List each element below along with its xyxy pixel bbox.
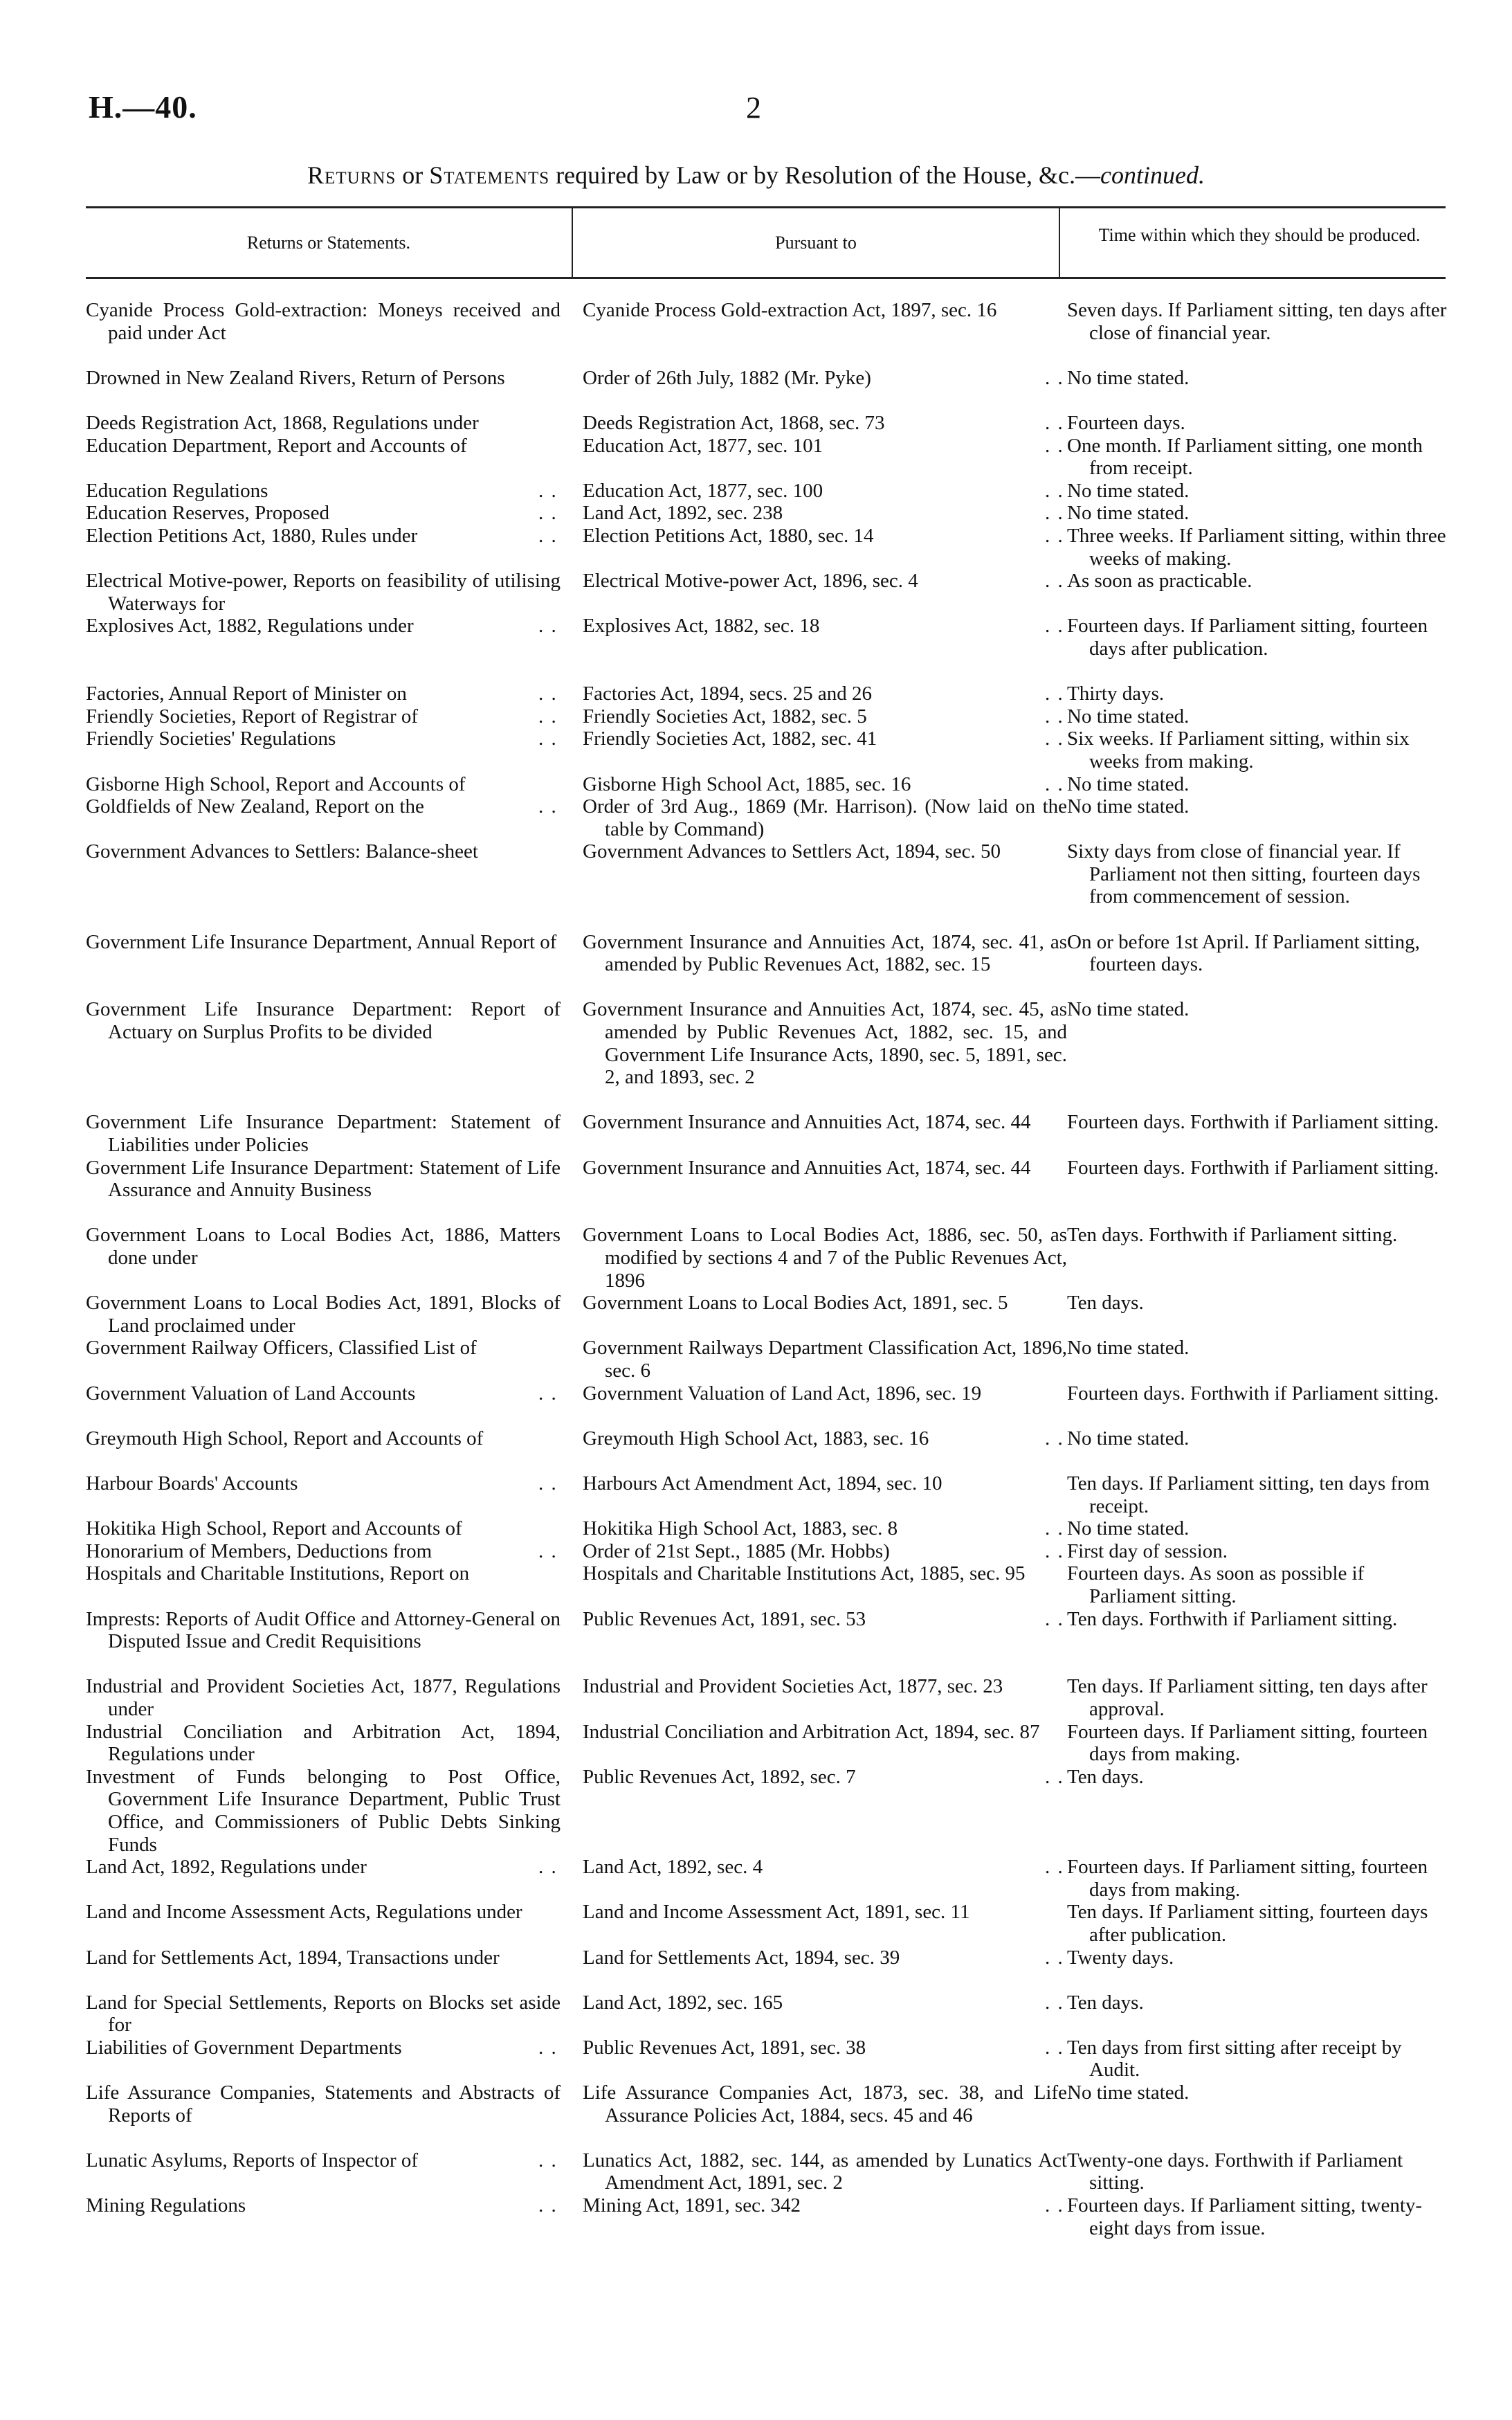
time-allowed-text: Ten days. If Parliament sitting, fourteen days after publication. (1067, 1901, 1428, 1946)
pursuant-to (583, 795, 1067, 840)
time-allowed-text: No time stated. (1067, 705, 1190, 728)
table-row (86, 1427, 1452, 1472)
pursuant-to-text: Friendly Societies Act, 1882, sec. 41 (583, 728, 877, 750)
return-name-text: Education Regulations (86, 479, 268, 502)
time-allowed (1067, 931, 1452, 976)
return-name: Lunatic Asylums, Reports of Inspector of . . (86, 2149, 558, 2171)
time-allowed (1067, 2194, 1452, 2239)
return-name: Education Reserves, Proposed . . (86, 502, 558, 525)
time-allowed (1067, 2037, 1452, 2082)
table-row (86, 705, 1452, 728)
table-row (86, 2194, 1452, 2239)
pursuant-to-text: Order of 21st Sept., 1885 (Mr. Hobbs) (583, 1539, 890, 1562)
return-name-text: Government Advances to Settlers: Balance-sheet (86, 840, 478, 863)
pursuant-to (583, 1157, 1067, 1180)
time-allowed-text: Six weeks. If Parliament sitting, within six weeks from making. (1067, 728, 1410, 773)
pursuant-to-text: Government Valuation of Land Act, 1896, sec. 19 (583, 1382, 982, 1405)
time-allowed (1067, 1540, 1452, 1563)
time-allowed-text: As soon as practicable. (1067, 570, 1253, 593)
return-name: Friendly Societies, Report of Registrar of . . (86, 705, 558, 728)
table-row (86, 1337, 1452, 1382)
table-row (86, 525, 1452, 570)
return-name-text: Government Railway Officers, Classified List of (86, 1337, 477, 1360)
return-name (86, 773, 561, 796)
time-allowed-text: Fourteen days. Forthwith if Parliament sitting. (1067, 1111, 1439, 1134)
pursuant-to-text: Land Act, 1892, sec. 4 (583, 1856, 763, 1879)
pursuant-to: Explosives Act, 1882, sec. 18 . . (583, 615, 1064, 638)
table-row (86, 773, 1452, 796)
table-row (86, 1675, 1452, 1720)
return-name (86, 1675, 561, 1720)
table-row (86, 998, 1452, 1111)
time-allowed (1067, 299, 1452, 344)
return-name: Factories, Annual Report of Minister on . . (86, 683, 558, 705)
pursuant-to: Education Act, 1877, sec. 101 . . (583, 434, 1064, 457)
return-name-text: Harbour Boards' Accounts (86, 1472, 298, 1495)
table-row (86, 502, 1452, 525)
pursuant-to (583, 1721, 1067, 1744)
return-name-text: Hokitika High School, Report and Accounts of (86, 1517, 462, 1540)
return-name (86, 1337, 561, 1360)
pursuant-to (583, 1382, 1067, 1405)
pursuant-to-text: Friendly Societies Act, 1882, sec. 5 (583, 705, 867, 728)
title-returns: Returns (307, 161, 397, 189)
pursuant-to-text: Lunatics Act, 1882, sec. 144, as amended by Lunatics Act Amendment Act, 1891, sec. 2 (583, 2149, 1067, 2194)
time-allowed (1067, 412, 1452, 435)
time-allowed-text: Fourteen days. If Parliament sitting, fourteen days from making. (1067, 1856, 1428, 1901)
time-allowed (1067, 1901, 1452, 1946)
pursuant-to-text: Industrial Conciliation and Arbitration Act, 1894, sec. 87 (583, 1720, 1040, 1743)
pursuant-to (583, 931, 1067, 976)
pursuant-to-text: Education Act, 1877, sec. 101 (583, 434, 823, 457)
pursuant-to-text: Government Loans to Local Bodies Act, 1886, sec. 50, as modified by sections 4 and 7 of the Public Revenues Act, 1896 (583, 1224, 1067, 1292)
time-allowed-text: No time stated. (1067, 773, 1190, 795)
pursuant-to-text: Deeds Registration Act, 1868, sec. 73 (583, 411, 885, 434)
return-name (86, 570, 561, 615)
return-name: Government Valuation of Land Accounts . . (86, 1382, 558, 1405)
table-row (86, 615, 1452, 683)
pursuant-to-text: Government Railways Department Classification Act, 1896, sec. 6 (583, 1337, 1067, 1382)
table-row (86, 1766, 1452, 1856)
return-name: Election Petitions Act, 1880, Rules under . . (86, 524, 558, 547)
pursuant-to: Deeds Registration Act, 1868, sec. 73 . . (583, 411, 1064, 434)
return-name-text: Electrical Motive-power, Reports on feasibility of utilising Waterways for (86, 570, 561, 615)
time-allowed (1067, 1766, 1452, 1789)
return-name-text: Investment of Funds belonging to Post Office, Government Life Insurance Department, Public Trust Office, and Commissioners of Public Debts Sinking Funds (86, 1765, 561, 1856)
pursuant-to: Public Revenues Act, 1892, sec. 7 . . (583, 1765, 1064, 1788)
pursuant-to-text: Hokitika High School Act, 1883, sec. 8 (583, 1517, 898, 1540)
return-name-text: Election Petitions Act, 1880, Rules under (86, 524, 418, 547)
pursuant-to: Public Revenues Act, 1891, sec. 53 . . (583, 1607, 1064, 1630)
time-allowed-text: Seven days. If Parliament sitting, ten days after close of financial year. (1067, 299, 1447, 344)
return-name-text: Goldfields of New Zealand, Report on the (86, 795, 424, 818)
return-name: Explosives Act, 1882, Regulations under . . (86, 615, 558, 638)
return-name-text: Hospitals and Charitable Institutions, Report on (86, 1562, 470, 1585)
pursuant-to-text: Government Insurance and Annuities Act, 1874, sec. 44 (583, 1156, 1031, 1179)
return-name (86, 1721, 561, 1766)
pursuant-to (583, 1562, 1067, 1585)
return-name-text: Education Reserves, Proposed (86, 502, 329, 525)
return-name (86, 1562, 561, 1585)
return-name-text: Industrial and Provident Societies Act, 1877, Regulations under (86, 1675, 561, 1720)
time-allowed (1067, 480, 1452, 503)
return-name-text: Friendly Societies' Regulations (86, 728, 336, 750)
pursuant-to (583, 998, 1067, 1088)
return-name-text: Liabilities of Government Departments (86, 2036, 402, 2059)
pursuant-to: Electrical Motive-power Act, 1896, sec. 4 . . (583, 570, 1064, 593)
time-allowed (1067, 773, 1452, 796)
pursuant-to-text: Greymouth High School Act, 1883, sec. 16 (583, 1427, 929, 1450)
pursuant-to (583, 1111, 1067, 1134)
time-allowed (1067, 1517, 1452, 1540)
time-allowed (1067, 1675, 1452, 1720)
time-allowed (1067, 1562, 1452, 1607)
table-row (86, 1517, 1452, 1540)
top-rule (86, 206, 1446, 208)
return-name: Goldfields of New Zealand, Report on the . . (86, 795, 558, 818)
time-allowed-text: Fourteen days. If Parliament sitting, twenty-eight days from issue. (1067, 2194, 1423, 2239)
time-allowed (1067, 2082, 1452, 2104)
table-row (86, 2149, 1452, 2194)
time-allowed-text: One month. If Parliament sitting, one month from receipt. (1067, 434, 1423, 480)
pursuant-to-text: Order of 26th July, 1882 (Mr. Pyke) (583, 366, 871, 389)
time-allowed (1067, 795, 1452, 818)
time-allowed (1067, 2149, 1452, 2194)
return-name (86, 1517, 561, 1540)
pursuant-to: Friendly Societies Act, 1882, sec. 41 . . (583, 728, 1064, 750)
pursuant-to (583, 2149, 1067, 2194)
pursuant-to-text: Gisborne High School Act, 1885, sec. 16 (583, 773, 911, 795)
table-row (86, 299, 1452, 367)
table-row (86, 1992, 1452, 2037)
table-row (86, 1562, 1452, 1607)
return-name (86, 1766, 561, 1856)
return-name-text: Land Act, 1892, Regulations under (86, 1856, 367, 1879)
table-row (86, 1292, 1452, 1337)
table-row (86, 683, 1452, 705)
table-row (86, 728, 1452, 773)
return-name (86, 998, 561, 1043)
pursuant-to-text: Government Insurance and Annuities Act, 1874, sec. 45, as amended by Public Revenues Act, 1882, sec. 15, and Government Life Insurance Acts, 1890, sec. 5, 1891, sec. 2, and 1893, sec. 2 (583, 998, 1067, 1089)
time-allowed-text: Thirty days. (1067, 683, 1165, 705)
return-name (86, 840, 561, 863)
time-allowed-text: Sixty days from close of financial year. If Parliament not then sitting, fourteen days from commencement of session. (1067, 840, 1421, 908)
time-allowed-text: Ten days. (1067, 1991, 1144, 2014)
time-allowed-text: Fourteen days. Forthwith if Parliament sitting. (1067, 1382, 1439, 1405)
time-allowed (1067, 1856, 1452, 1901)
pursuant-to-text: Industrial and Provident Societies Act, 1877, sec. 23 (583, 1675, 1003, 1698)
time-allowed-text: Ten days from first sitting after receipt by Audit. (1067, 2036, 1402, 2082)
pursuant-to (583, 1337, 1067, 1382)
pursuant-to-text: Education Act, 1877, sec. 100 (583, 479, 823, 502)
return-name-text: Industrial Conciliation and Arbitration Act, 1894, Regulations under (86, 1720, 561, 1766)
return-name-text: Explosives Act, 1882, Regulations under (86, 615, 414, 638)
time-allowed-text: On or before 1st April. If Parliament sitting, fourteen days. (1067, 930, 1420, 976)
return-name-text: Cyanide Process Gold-extraction: Moneys received and paid under Act (86, 299, 561, 344)
table-row (86, 570, 1452, 615)
time-allowed-text: No time stated. (1067, 502, 1190, 525)
time-allowed-text: Twenty days. (1067, 1946, 1174, 1969)
return-name: Mining Regulations . . (86, 2194, 558, 2217)
title-statements: Statements (429, 161, 550, 189)
return-name (86, 299, 561, 344)
time-allowed-text: First day of session. (1067, 1539, 1228, 1562)
time-allowed (1067, 683, 1452, 705)
table-row (86, 1901, 1452, 1946)
page-title (0, 161, 1512, 190)
column-header-time: Time within which they should be produced. (1098, 225, 1421, 245)
return-name: Friendly Societies' Regulations . . (86, 728, 558, 750)
return-name (86, 1292, 561, 1337)
pursuant-to (583, 1472, 1067, 1495)
time-allowed (1067, 1337, 1452, 1360)
time-allowed (1067, 435, 1452, 480)
pursuant-to: Land Act, 1892, sec. 238 . . (583, 502, 1064, 525)
return-name (86, 435, 561, 458)
pursuant-to-text: Government Advances to Settlers Act, 1894, sec. 50 (583, 840, 1001, 863)
pursuant-to: Public Revenues Act, 1891, sec. 38 . . (583, 2036, 1064, 2059)
pursuant-to (583, 1292, 1067, 1315)
pursuant-to-text: Life Assurance Companies Act, 1873, sec. 38, and Life Assurance Policies Act, 1884, secs. 45 and 46 (583, 2082, 1067, 2126)
pursuant-to-text: Public Revenues Act, 1892, sec. 7 (583, 1765, 856, 1788)
pursuant-to: Friendly Societies Act, 1882, sec. 5 . . (583, 705, 1064, 728)
return-name-text: Government Valuation of Land Accounts (86, 1382, 416, 1405)
table-row (86, 931, 1452, 999)
return-name-text: Honorarium of Members, Deductions from (86, 1539, 432, 1562)
return-name: Land Act, 1892, Regulations under . . (86, 1856, 558, 1879)
return-name-text: Education Department, Report and Accounts of (86, 434, 467, 457)
table-row (86, 367, 1452, 412)
pursuant-to: Gisborne High School Act, 1885, sec. 16 . . (583, 773, 1064, 795)
table-row (86, 2082, 1452, 2149)
return-name-text: Government Loans to Local Bodies Act, 1886, Matters done under (86, 1224, 561, 1270)
pursuant-to-text: Mining Act, 1891, sec. 342 (583, 2194, 801, 2217)
time-allowed-text: Ten days. (1067, 1765, 1144, 1788)
time-allowed (1067, 1382, 1452, 1405)
return-name-text: Government Life Insurance Department: Report of Actuary on Surplus Profits to be divided (86, 998, 561, 1044)
time-allowed (1067, 1292, 1452, 1315)
return-name (86, 1111, 561, 1156)
page-number: 2 (746, 91, 761, 125)
time-allowed-text: Fourteen days. As soon as possible if Parliament sitting. (1067, 1562, 1365, 1607)
return-name-text: Government Life Insurance Department: Statement of Liabilities under Policies (86, 1111, 561, 1157)
return-name-text: Greymouth High School, Report and Accounts of (86, 1427, 484, 1450)
pursuant-to-text: Public Revenues Act, 1891, sec. 38 (583, 2036, 866, 2059)
table-row (86, 480, 1452, 503)
return-name (86, 1901, 561, 1924)
pursuant-to-text: Land Act, 1892, sec. 238 (583, 502, 783, 525)
pursuant-to: Election Petitions Act, 1880, sec. 14 . . (583, 524, 1064, 547)
title-continued: continued. (1100, 161, 1205, 189)
table-row (86, 1111, 1452, 1156)
pursuant-to-text: Government Loans to Local Bodies Act, 1891, sec. 5 (583, 1292, 1008, 1315)
time-allowed-text: Ten days. If Parliament sitting, ten days from receipt. (1067, 1472, 1430, 1517)
pursuant-to-text: Election Petitions Act, 1880, sec. 14 (583, 524, 874, 547)
time-allowed (1067, 705, 1452, 728)
time-allowed (1067, 1992, 1452, 2014)
time-allowed (1067, 998, 1452, 1021)
time-allowed-text: Fourteen days. If Parliament sitting, fourteen days from making. (1067, 1720, 1428, 1766)
time-allowed-text: Fourteen days. If Parliament sitting, fourteen days after publication. (1067, 615, 1428, 660)
pursuant-to-text: Factories Act, 1894, secs. 25 and 26 (583, 683, 873, 705)
table-row (86, 1856, 1452, 1901)
time-allowed (1067, 1947, 1452, 1969)
return-name: Education Regulations . . (86, 479, 558, 502)
pursuant-to-text: Harbours Act Amendment Act, 1894, sec. 10 (583, 1472, 942, 1495)
return-name (86, 1427, 561, 1450)
pursuant-to: Mining Act, 1891, sec. 342 . . (583, 2194, 1064, 2217)
return-name (86, 367, 561, 390)
return-name-text: Drowned in New Zealand Rivers, Return of Persons (86, 366, 505, 389)
table-row (86, 1472, 1452, 1517)
title-or: or (402, 161, 423, 189)
pursuant-to: Factories Act, 1894, secs. 25 and 26 . . (583, 683, 1064, 705)
time-allowed-text: Fourteen days. (1067, 411, 1185, 434)
time-allowed-text: Twenty-one days. Forthwith if Parliament sitting. (1067, 2149, 1403, 2194)
return-name-text: Government Life Insurance Department, Annual Report of (86, 930, 557, 953)
time-allowed (1067, 1111, 1452, 1134)
return-name (86, 1608, 561, 1653)
return-name: Harbour Boards' Accounts . . (86, 1472, 558, 1495)
time-allowed (1067, 502, 1452, 525)
table-row (86, 1721, 1452, 1766)
return-name (86, 1157, 561, 1202)
return-name-text: Life Assurance Companies, Statements and Abstracts of Reports of (86, 2082, 561, 2126)
pursuant-to-text: Order of 3rd Aug., 1869 (Mr. Harrison). (Now laid on the table by Command) (583, 795, 1067, 840)
time-allowed (1067, 840, 1452, 908)
pursuant-to-text: Hospitals and Charitable Institutions Act, 1885, sec. 95 (583, 1562, 1026, 1585)
column-header-returns: Returns or Statements. (246, 233, 411, 253)
header-rule (86, 277, 1446, 279)
time-allowed-text: Ten days. (1067, 1292, 1144, 1315)
table-row (86, 795, 1452, 840)
pursuant-to-text: Land and Income Assessment Act, 1891, sec. 11 (583, 1901, 970, 1924)
pursuant-to (583, 840, 1067, 863)
table-row (86, 1157, 1452, 1225)
time-allowed (1067, 728, 1452, 773)
return-name-text: Land and Income Assessment Acts, Regulations under (86, 1901, 522, 1924)
return-name (86, 1224, 561, 1269)
time-allowed (1067, 1608, 1452, 1631)
time-allowed-text: Ten days. Forthwith if Parliament sitting. (1067, 1607, 1398, 1630)
pursuant-to: Greymouth High School Act, 1883, sec. 16 . . (583, 1427, 1064, 1450)
time-allowed-text: No time stated. (1067, 998, 1190, 1021)
return-name-text: Land for Special Settlements, Reports on Blocks set aside for (86, 1991, 561, 2037)
pursuant-to: Order of 21st Sept., 1885 (Mr. Hobbs) . . (583, 1539, 1064, 1562)
return-name-text: Government Life Insurance Department: Statement of Life Assurance and Annuity Business (86, 1156, 561, 1202)
time-allowed (1067, 525, 1452, 570)
pursuant-to (583, 299, 1067, 322)
pursuant-to (583, 1224, 1067, 1292)
time-allowed-text: No time stated. (1067, 366, 1190, 389)
pursuant-to-text: Land for Settlements Act, 1894, sec. 39 (583, 1946, 900, 1969)
return-name-text: Government Loans to Local Bodies Act, 1891, Blocks of Land proclaimed under (86, 1292, 561, 1337)
time-allowed-text: Ten days. Forthwith if Parliament sitting. (1067, 1224, 1398, 1247)
returns-table (86, 299, 1452, 2239)
column-divider-2 (1059, 208, 1060, 278)
column-header-pursuant: Pursuant to (775, 233, 857, 253)
time-allowed-text: No time stated. (1067, 795, 1190, 818)
time-allowed-text: Ten days. If Parliament sitting, ten days after approval. (1067, 1675, 1428, 1720)
time-allowed (1067, 1721, 1452, 1766)
time-allowed-text: No time stated. (1067, 479, 1190, 502)
pursuant-to: Order of 26th July, 1882 (Mr. Pyke) . . (583, 366, 1064, 389)
table-row (86, 1947, 1452, 1992)
pursuant-to-text: Government Insurance and Annuities Act, 1874, sec. 44 (583, 1111, 1031, 1134)
pursuant-to: Education Act, 1877, sec. 100 . . (583, 479, 1064, 502)
pursuant-to: Land Act, 1892, sec. 165 . . (583, 1991, 1064, 2014)
table-row (86, 435, 1452, 480)
return-name-text: Lunatic Asylums, Reports of Inspector of (86, 2149, 419, 2171)
return-name: Honorarium of Members, Deductions from . . (86, 1539, 558, 1562)
time-allowed-text: Fourteen days. Forthwith if Parliament sitting. (1067, 1156, 1439, 1179)
time-allowed (1067, 1472, 1452, 1517)
return-name-text: Gisborne High School, Report and Accounts of (86, 773, 466, 795)
pursuant-to: Hokitika High School Act, 1883, sec. 8 . . (583, 1517, 1064, 1540)
table-row (86, 2037, 1452, 2082)
table-row (86, 412, 1452, 435)
time-allowed-text: No time stated. (1067, 1337, 1190, 1360)
pursuant-to (583, 1675, 1067, 1698)
pursuant-to (583, 1901, 1067, 1924)
table-row (86, 1608, 1452, 1676)
time-allowed-text: No time stated. (1067, 1517, 1190, 1540)
pursuant-to-text: Land Act, 1892, sec. 165 (583, 1991, 783, 2014)
pursuant-to-text: Cyanide Process Gold-extraction Act, 1897, sec. 16 (583, 299, 997, 321)
return-name-text: Friendly Societies, Report of Registrar of (86, 705, 419, 728)
return-name (86, 2082, 561, 2126)
return-name-text: Mining Regulations (86, 2194, 246, 2217)
pursuant-to: Land Act, 1892, sec. 4 . . (583, 1856, 1064, 1879)
return-name-text: Factories, Annual Report of Minister on (86, 683, 407, 705)
time-allowed (1067, 367, 1452, 390)
time-allowed (1067, 615, 1452, 660)
return-name-text: Land for Settlements Act, 1894, Transactions under (86, 1946, 500, 1969)
time-allowed-text: No time stated. (1067, 2082, 1190, 2104)
time-allowed (1067, 1157, 1452, 1180)
time-allowed-text: No time stated. (1067, 1427, 1190, 1450)
table-row (86, 840, 1452, 930)
title-rest: required by Law or by Resolution of the House, &c.— (556, 161, 1100, 189)
pursuant-to-text: Electrical Motive-power Act, 1896, sec. 4 (583, 570, 918, 593)
return-name (86, 1947, 561, 1969)
time-allowed (1067, 1224, 1452, 1247)
table-row (86, 1224, 1452, 1292)
table-row (86, 1540, 1452, 1563)
time-allowed (1067, 570, 1452, 593)
time-allowed (1067, 1427, 1452, 1450)
return-name (86, 412, 561, 435)
return-name: Liabilities of Government Departments . . (86, 2036, 558, 2059)
pursuant-to-text: Explosives Act, 1882, sec. 18 (583, 615, 820, 638)
table-row (86, 1382, 1452, 1427)
return-name-text: Deeds Registration Act, 1868, Regulations under (86, 411, 479, 434)
return-name (86, 1992, 561, 2037)
time-allowed-text: Three weeks. If Parliament sitting, within three weeks of making. (1067, 524, 1446, 570)
pursuant-to (583, 2082, 1067, 2126)
return-name-text: Imprests: Reports of Audit Office and Attorney-General on Disputed Issue and Credit Requisitions (86, 1607, 561, 1653)
return-name (86, 931, 561, 954)
document-reference: H.—40. (89, 89, 197, 125)
pursuant-to: Land for Settlements Act, 1894, sec. 39 . . (583, 1946, 1064, 1969)
pursuant-to-text: Government Insurance and Annuities Act, 1874, sec. 41, as amended by Public Revenues Act, 1882, sec. 15 (583, 930, 1067, 976)
pursuant-to-text: Public Revenues Act, 1891, sec. 53 (583, 1607, 866, 1630)
